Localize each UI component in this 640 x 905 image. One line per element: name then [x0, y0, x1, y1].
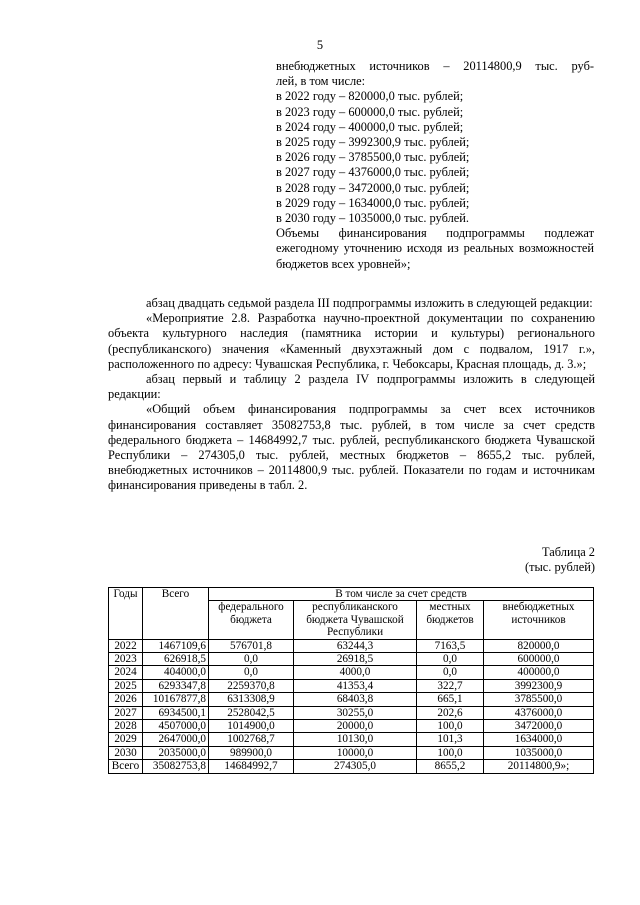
cell-local: 7163,5	[417, 639, 484, 652]
table-caption	[420, 545, 595, 575]
cell-total: 2035000,0	[143, 746, 209, 759]
cell-federal: 6313308,9	[209, 693, 294, 706]
funding-line: в 2022 году – 820000,0 тыс. рублей;	[276, 89, 464, 104]
cell-local: 8655,2	[417, 760, 484, 773]
cell-total: 2647000,0	[143, 733, 209, 746]
header-republic: республиканского бюджета Чувашской Республики	[294, 601, 417, 639]
header-years: Годы	[109, 588, 143, 640]
funding-block	[276, 59, 594, 272]
cell-year: 2025	[109, 679, 143, 692]
cell-extra: 1035000,0	[484, 746, 594, 759]
cell-federal: 14684992,7	[209, 760, 294, 773]
cell-republic: 26918,5	[294, 653, 417, 666]
cell-local: 322,7	[417, 679, 484, 692]
cell-extra: 3992300,9	[484, 679, 594, 692]
table-row	[109, 693, 594, 706]
cell-extra: 20114800,9»;	[484, 760, 594, 773]
header-extra: внебюджетных источников	[484, 601, 594, 639]
cell-local: 665,1	[417, 693, 484, 706]
table-row	[109, 746, 594, 759]
cell-extra: 3785500,0	[484, 693, 594, 706]
cell-republic: 30255,0	[294, 706, 417, 719]
cell-republic: 63244,3	[294, 639, 417, 652]
cell-year: 2023	[109, 653, 143, 666]
funding-line: в 2027 году – 4376000,0 тыс. рублей;	[276, 165, 470, 180]
cell-republic: 274305,0	[294, 760, 417, 773]
cell-local: 100,0	[417, 746, 484, 759]
paragraph: абзац первый и таблицу 2 раздела IV подпрограммы изложить в следующей редакции:	[108, 372, 595, 402]
cell-extra: 3472000,0	[484, 720, 594, 733]
table-row	[109, 760, 594, 773]
table-units: (тыс. рублей)	[524, 560, 595, 575]
cell-total: 6934500,1	[143, 706, 209, 719]
header-federal: федерального бюджета	[209, 601, 294, 639]
funding-line: в 2024 году – 400000,0 тыс. рублей;	[276, 119, 464, 134]
header-local: местных бюджетов	[417, 601, 484, 639]
table-title: Таблица 2	[542, 545, 595, 559]
cell-local: 202,6	[417, 706, 484, 719]
paragraph: «Мероприятие 2.8. Разработка научно-проектной документации по сохранению объекта культурного наследия (памятника истории и культуры) регионального (республиканского) значения «Каменный двухэтажный дом с подвалом, 1917 г.», расположенного по адресу: Чувашская Республика, г. Чебоксары, Красная площадь, д. 3.»;	[108, 311, 595, 371]
cell-federal: 989900,0	[209, 746, 294, 759]
funding-line: в 2028 году – 3472000,0 тыс. рублей;	[276, 180, 470, 195]
funding-line: в 2025 году – 3992300,9 тыс. рублей;	[276, 135, 470, 150]
cell-total: 35082753,8	[143, 760, 209, 773]
cell-year: 2027	[109, 706, 143, 719]
cell-total: 404000,0	[143, 666, 209, 679]
table-row	[109, 733, 594, 746]
cell-republic: 41353,4	[294, 679, 417, 692]
cell-total: 4507000,0	[143, 720, 209, 733]
table-row	[109, 639, 594, 652]
table-row	[109, 679, 594, 692]
cell-year: Всего	[109, 760, 143, 773]
cell-federal: 0,0	[209, 653, 294, 666]
table-row	[109, 653, 594, 666]
funding-line: лей, в том числе:	[276, 74, 366, 89]
cell-extra: 1634000,0	[484, 733, 594, 746]
page-number: 5	[316, 38, 324, 52]
header-total: Всего	[143, 588, 209, 640]
cell-total: 6293347,8	[143, 679, 209, 692]
table-row	[109, 666, 594, 679]
cell-republic: 20000,0	[294, 720, 417, 733]
funding-line: в 2023 году – 600000,0 тыс. рублей;	[276, 104, 464, 119]
cell-federal: 2528042,5	[209, 706, 294, 719]
table-row	[109, 720, 594, 733]
funding-line: в 2026 году – 3785500,0 тыс. рублей;	[276, 150, 470, 165]
cell-federal: 576701,8	[209, 639, 294, 652]
cell-republic: 68403,8	[294, 693, 417, 706]
cell-year: 2029	[109, 733, 143, 746]
cell-republic: 10130,0	[294, 733, 417, 746]
cell-federal: 2259370,8	[209, 679, 294, 692]
cell-local: 0,0	[417, 666, 484, 679]
funding-line: в 2029 году – 1634000,0 тыс. рублей;	[276, 195, 470, 210]
paragraph: абзац двадцать седьмой раздела III подпрограммы изложить в следующей редакции:	[146, 296, 593, 310]
amendment-text	[108, 296, 595, 494]
cell-year: 2022	[109, 639, 143, 652]
table-row	[109, 706, 594, 719]
cell-total: 626918,5	[143, 653, 209, 666]
cell-year: 2028	[109, 720, 143, 733]
cell-local: 101,3	[417, 733, 484, 746]
financing-table	[108, 587, 594, 774]
funding-closing: Объемы финансирования подпрограммы подлежат ежегодному уточнению исходя из реальных возможностей бюджетов всех уровней»;	[276, 226, 594, 271]
cell-republic: 10000,0	[294, 746, 417, 759]
cell-total: 1467109,6	[143, 639, 209, 652]
cell-total: 10167877,8	[143, 693, 209, 706]
cell-federal: 0,0	[209, 666, 294, 679]
header-group: В том числе за счет средств	[209, 588, 594, 601]
cell-federal: 1014900,0	[209, 720, 294, 733]
cell-year: 2026	[109, 693, 143, 706]
funding-line: в 2030 году – 1035000,0 тыс. рублей.	[276, 211, 469, 226]
cell-year: 2030	[109, 746, 143, 759]
cell-federal: 1002768,7	[209, 733, 294, 746]
cell-extra: 4376000,0	[484, 706, 594, 719]
cell-local: 0,0	[417, 653, 484, 666]
table-body	[109, 639, 594, 773]
cell-extra: 400000,0	[484, 666, 594, 679]
cell-extra: 820000,0	[484, 639, 594, 652]
funding-line: внебюджетных источников – 20114800,9 тыс. руб-	[276, 59, 594, 73]
cell-year: 2024	[109, 666, 143, 679]
cell-local: 100,0	[417, 720, 484, 733]
cell-extra: 600000,0	[484, 653, 594, 666]
paragraph: «Общий объем финансирования подпрограммы за счет всех источников финансирования составляет 35082753,8 тыс. рублей, в том числе за счет средств федерального бюджета – 14684992,7 тыс. рублей, республиканского бюджета Чувашской Республики – 274305,0 тыс. рублей, местных бюджетов – 8655,2 тыс. рублей, внебюджетных источников – 20114800,9 тыс. рублей. Показатели по годам и источникам финансирования приведены в табл. 2.	[108, 402, 595, 493]
cell-republic: 4000,0	[294, 666, 417, 679]
